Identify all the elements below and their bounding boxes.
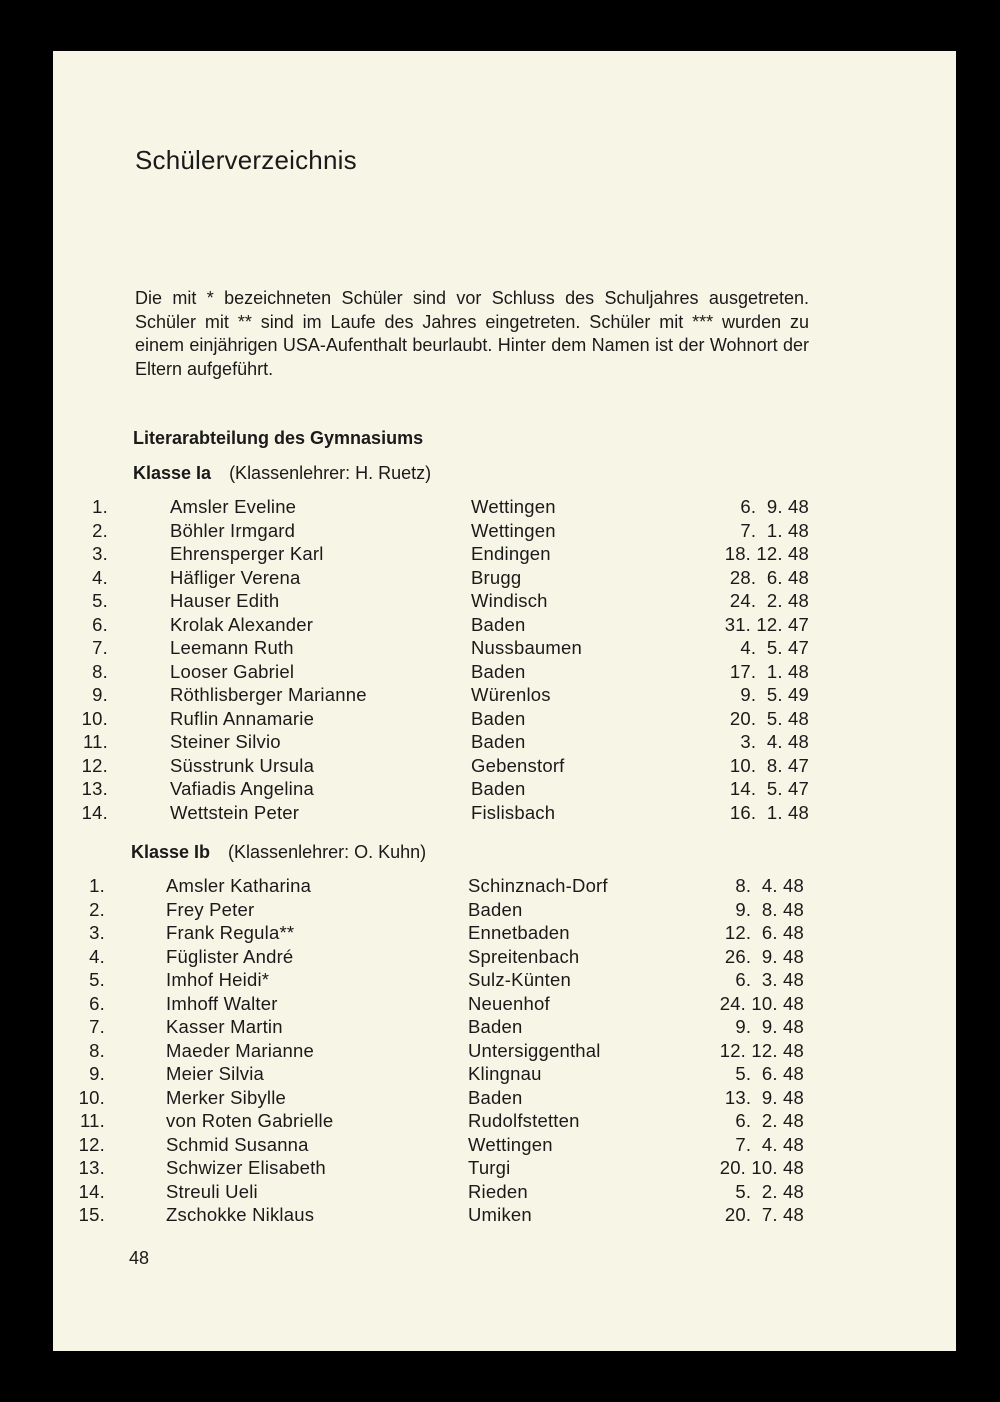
student-birthdate: 10. 8. 47 [729, 754, 809, 776]
student-birthdate: 26. 9. 48 [724, 945, 804, 967]
student-list-ia [53, 496, 956, 825]
student-name: Zschokke Niklaus [166, 1204, 315, 1225]
student-birthdate: 16. 1. 48 [729, 801, 809, 823]
student-place: Klingnau [468, 1063, 542, 1084]
student-number: 5. [89, 969, 105, 990]
student-name: Frank Regula** [166, 922, 295, 943]
table-row [53, 661, 956, 685]
student-name: Schmid Susanna [166, 1133, 309, 1155]
student-name: Schwizer Elisabeth [166, 1157, 326, 1178]
student-place: Würenlos [471, 684, 551, 705]
table-row [53, 684, 956, 708]
student-name: Merker Sibylle [166, 1086, 286, 1108]
student-birthdate: 20. 7. 48 [724, 1204, 804, 1225]
class-header-ia [133, 463, 431, 484]
student-number: 8. [92, 660, 108, 682]
student-place: Baden [471, 660, 526, 682]
student-place: Schinznach-Dorf [468, 875, 608, 896]
student-number: 13. [81, 778, 108, 799]
student-name: Wettstein Peter [170, 801, 300, 823]
student-birthdate: 4. 5. 47 [740, 637, 809, 658]
class-name: Klasse Ia [133, 463, 212, 483]
table-row [53, 520, 956, 544]
student-number: 9. [89, 1063, 105, 1084]
table-row [53, 922, 956, 946]
student-name: Frey Peter [166, 898, 255, 920]
student-place: Baden [468, 1086, 523, 1108]
student-birthdate: 8. 4. 48 [735, 875, 804, 896]
student-birthdate: 24. 10. 48 [719, 992, 804, 1014]
student-place: Neuenhof [468, 992, 550, 1014]
student-name: Ruflin Annamarie [170, 707, 315, 729]
student-place: Endingen [471, 543, 551, 564]
student-birthdate: 13. 9. 48 [724, 1086, 804, 1108]
table-row [53, 731, 956, 755]
student-birthdate: 9. 9. 48 [735, 1016, 804, 1037]
student-birthdate: 14. 5. 47 [729, 778, 809, 799]
student-birthdate: 12. 12. 48 [719, 1039, 804, 1061]
table-row [53, 590, 956, 614]
table-row [53, 614, 956, 638]
student-name: Hauser Edith [170, 590, 280, 611]
student-place: Spreitenbach [468, 945, 580, 967]
student-name: Füglister André [166, 945, 294, 967]
student-place: Fislisbach [471, 801, 556, 823]
student-number: 7. [92, 637, 108, 658]
student-place: Wettingen [471, 496, 556, 517]
table-row [53, 496, 956, 520]
student-name: Steiner Silvio [170, 731, 281, 752]
table-row [53, 1016, 956, 1040]
table-row [53, 637, 956, 661]
student-name: Looser Gabriel [170, 660, 295, 682]
student-number: 2. [92, 519, 108, 541]
student-place: Wettingen [471, 519, 556, 541]
table-row [53, 755, 956, 779]
student-number: 12. [78, 1133, 105, 1155]
student-place: Rieden [468, 1180, 528, 1202]
student-place: Umiken [468, 1204, 532, 1225]
student-name: Kasser Martin [166, 1016, 283, 1037]
student-birthdate: 12. 6. 48 [724, 922, 804, 943]
student-place: Rudolfstetten [468, 1110, 580, 1131]
student-name: Amsler Katharina [166, 875, 312, 896]
student-birthdate: 17. 1. 48 [729, 660, 809, 682]
student-place: Turgi [468, 1157, 511, 1178]
student-name: Amsler Eveline [170, 496, 297, 517]
student-birthdate: 7. 1. 48 [740, 519, 809, 541]
student-name: Häfliger Verena [170, 566, 301, 588]
student-name: Imhof Heidi* [166, 969, 270, 990]
table-row [53, 1110, 956, 1134]
student-number: 6. [92, 613, 108, 635]
student-number: 9. [92, 684, 108, 705]
student-birthdate: 3. 4. 48 [740, 731, 809, 752]
table-row [53, 1087, 956, 1111]
student-number: 1. [92, 496, 108, 517]
table-row [53, 969, 956, 993]
student-birthdate: 5. 6. 48 [735, 1063, 804, 1084]
table-row [53, 1157, 956, 1181]
student-number: 10. [81, 707, 108, 729]
student-number: 12. [81, 754, 108, 776]
table-row [53, 946, 956, 970]
table-row [53, 993, 956, 1017]
student-place: Baden [471, 731, 526, 752]
student-place: Gebenstorf [471, 754, 565, 776]
student-place: Wettingen [468, 1133, 553, 1155]
student-name: Meier Silvia [166, 1063, 265, 1084]
student-number: 14. [81, 801, 108, 823]
student-number: 3. [92, 543, 108, 564]
student-place: Baden [471, 613, 526, 635]
student-number: 10. [78, 1086, 105, 1108]
student-number: 13. [78, 1157, 105, 1178]
student-place: Sulz-Künten [468, 969, 571, 990]
student-birthdate: 28. 6. 48 [729, 566, 809, 588]
student-birthdate: 9. 5. 49 [740, 684, 809, 705]
student-place: Baden [468, 898, 523, 920]
student-birthdate: 20. 10. 48 [719, 1157, 804, 1178]
student-name: Röthlisberger Marianne [170, 684, 367, 705]
student-place: Windisch [471, 590, 548, 611]
student-place: Ennetbaden [468, 922, 570, 943]
student-name: Süsstrunk Ursula [170, 754, 315, 776]
student-name: Leemann Ruth [170, 637, 294, 658]
student-number: 1. [89, 875, 105, 896]
student-place: Nussbaumen [471, 637, 583, 658]
student-birthdate: 6. 3. 48 [735, 969, 804, 990]
table-row [53, 1181, 956, 1205]
student-place: Baden [471, 707, 526, 729]
student-name: Vafiadis Angelina [170, 778, 314, 799]
table-row [53, 708, 956, 732]
student-number: 14. [78, 1180, 105, 1202]
student-name: Böhler Irmgard [170, 519, 296, 541]
page-number: 48 [129, 1248, 150, 1268]
table-row [53, 567, 956, 591]
student-name: Ehrensperger Karl [170, 543, 324, 564]
student-name: Streuli Ueli [166, 1180, 258, 1202]
student-birthdate: 6. 9. 48 [740, 496, 809, 517]
student-number: 6. [89, 992, 105, 1014]
student-number: 7. [89, 1016, 105, 1037]
student-name: Imhoff Walter [166, 992, 278, 1014]
student-name: von Roten Gabrielle [166, 1110, 334, 1131]
student-list-ib [53, 875, 956, 1228]
class-header-ib [131, 842, 426, 863]
class-name: Klasse Ib [131, 842, 211, 862]
student-birthdate: 5. 2. 48 [735, 1180, 804, 1202]
intro-paragraph: Die mit * bezeichneten Schüler sind vor Schluss des Schuljahres ausgetreten. Schüler mit ** sind im Laufe des Jahres eingetreten. Schüler mit *** wurden zu einem einjährigen USA-Aufenthalt beurlaubt. Hinter dem Namen ist der Wohnort der Eltern aufgeführt. [135, 288, 809, 379]
student-number: 3. [89, 922, 105, 943]
student-place: Untersiggenthal [468, 1039, 601, 1061]
student-birthdate: 9. 8. 48 [735, 898, 804, 920]
student-place: Baden [471, 778, 526, 799]
student-name: Maeder Marianne [166, 1039, 314, 1061]
table-row [53, 1040, 956, 1064]
student-number: 2. [89, 898, 105, 920]
student-birthdate: 6. 2. 48 [735, 1110, 804, 1131]
student-name: Krolak Alexander [170, 613, 314, 635]
table-row [53, 778, 956, 802]
student-birthdate: 7. 4. 48 [735, 1133, 804, 1155]
table-row [53, 1134, 956, 1158]
student-number: 4. [92, 566, 108, 588]
table-row [53, 543, 956, 567]
table-row [53, 875, 956, 899]
student-birthdate: 31. 12. 47 [724, 613, 809, 635]
table-row [53, 899, 956, 923]
class-teacher: (Klassenlehrer: O. Kuhn) [228, 842, 427, 862]
student-number: 15. [78, 1204, 105, 1225]
student-birthdate: 18. 12. 48 [724, 543, 809, 564]
student-number: 5. [92, 590, 108, 611]
document-page [53, 51, 956, 1351]
student-place: Brugg [471, 566, 522, 588]
page-title: Schülerverzeichnis [135, 145, 357, 175]
student-birthdate: 24. 2. 48 [729, 590, 809, 611]
student-number: 11. [80, 1110, 105, 1131]
table-row [53, 1204, 956, 1228]
table-row [53, 1063, 956, 1087]
student-number: 11. [83, 731, 108, 752]
student-number: 4. [89, 945, 105, 967]
student-place: Baden [468, 1016, 523, 1037]
section-title: Literarabteilung des Gymnasiums [133, 428, 424, 448]
class-teacher: (Klassenlehrer: H. Ruetz) [229, 463, 432, 483]
table-row [53, 802, 956, 826]
student-number: 8. [89, 1039, 105, 1061]
student-birthdate: 20. 5. 48 [729, 707, 809, 729]
